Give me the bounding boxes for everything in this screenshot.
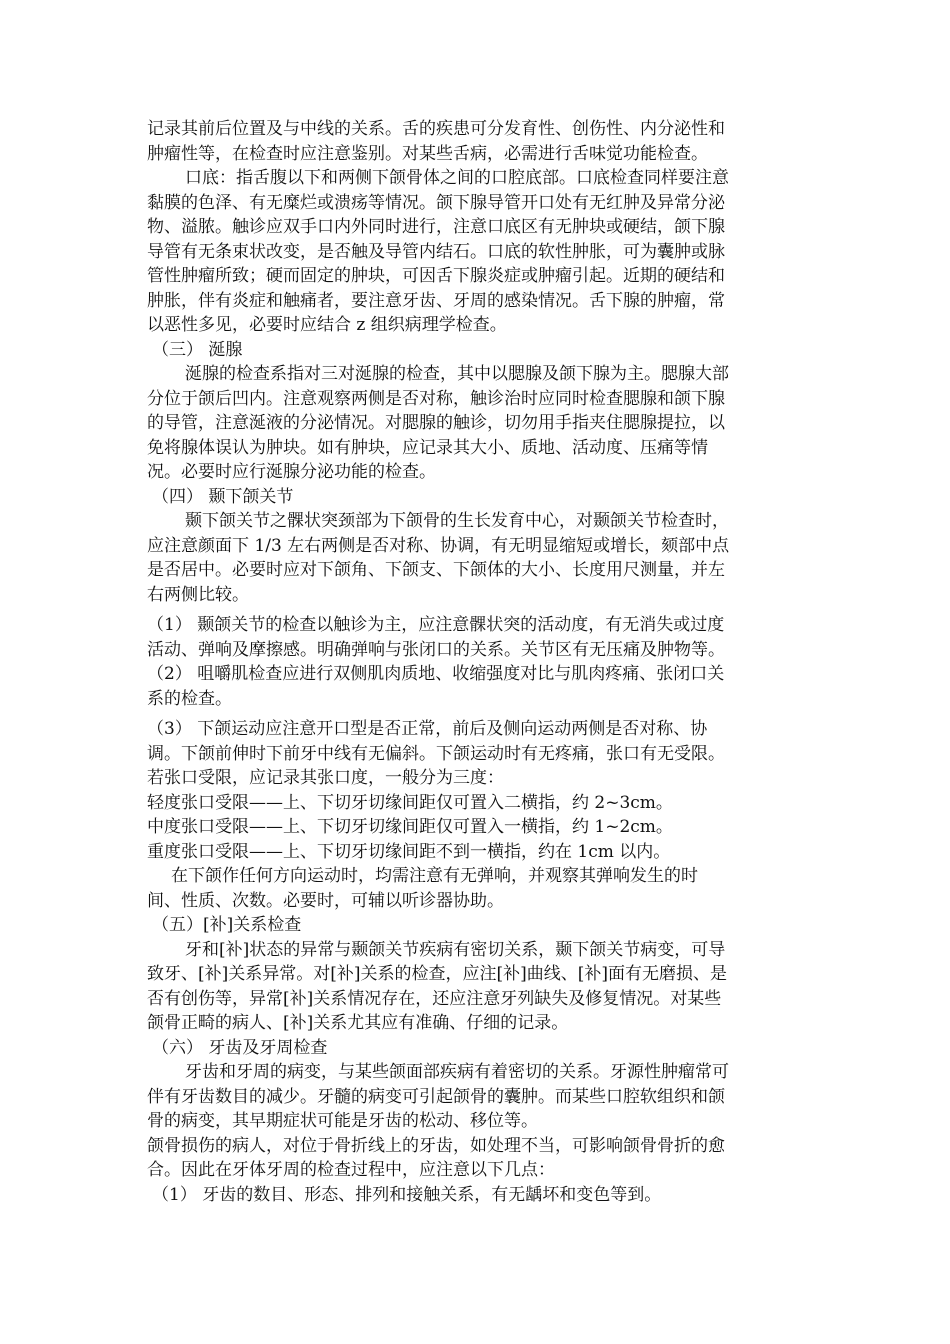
text-line: 重度张口受限——上、下切牙切缘间距不到一横指，约在 1cm 以内。 (147, 841, 671, 862)
text-line: 活动、弹响及摩擦感。明确弹响与张闭口的关系。关节区有无压痛及肿物等。 (147, 639, 725, 660)
paragraph-start: 颞下颌关节之髁状突颈部为下颌骨的生长发育中心，对颞颌关节检查时， (185, 511, 729, 531)
text-line: 骨的病变，其早期症状可能是牙齿的松动、移位等。 (147, 1111, 538, 1131)
section-heading: （六） 牙齿及牙周检查 (152, 1037, 328, 1058)
text-line: 系的检查。 (147, 688, 232, 709)
text-line: 肿瘤性等，在检查时应注意鉴别。对某些舌病，必需进行舌味觉功能检查。 (147, 143, 708, 164)
section-heading: （三） 涎腺 (152, 339, 243, 360)
text-line: 肿胀，伴有炎症和触痛者，要注意牙齿、牙周的感染情况。舌下腺的肿瘤，常 (147, 290, 725, 311)
text-line: 颌骨正畸的病人、[补]关系尤其应有准确、仔细的记录。 (147, 1013, 569, 1033)
text-line: 调。下颌前伸时下前牙中线有无偏斜。下颌运动时有无疼痛，张口有无受限。 (147, 743, 725, 764)
text-line: 以恶性多见，必要时应结合 z 组织病理学检查。 (147, 315, 507, 335)
text-line: 免将腺体误认为肿块。如有肿块，应记录其大小、质地、活动度、压痛等情 (147, 437, 708, 458)
paragraph-start: 涎腺的检查系指对三对涎腺的检查，其中以腮腺及颌下腺为主。腮腺大部 (185, 364, 729, 384)
paragraph-start: 在下颌作任何方向运动时，均需注意有无弹响，并观察其弹响发生的时 (171, 866, 698, 886)
text-line: 物、溢脓。触诊应双手口内外同时进行，注意口底区有无肿块或硬结，颌下腺 (147, 217, 725, 237)
list-item: （2） 咀嚼肌检查应进行双侧肌肉质地、收缩强度对比与肌肉疼痛、张闭口关 (147, 664, 725, 684)
text-line: 中度张口受限——上、下切牙切缘间距仅可置入一横指，约 1~2cm。 (147, 817, 673, 837)
text-line: 致牙、[补]关系异常。对[补]关系的检查，应注[补]曲线、[补]面有无磨损、是 (147, 964, 728, 984)
text-line: 右两侧比较。 (147, 584, 249, 605)
text-line: 记录其前后位置及与中线的关系。舌的疾患可分发育性、创伤性、内分泌性和 (147, 119, 725, 139)
list-item: （1） 颞颌关节的检查以触诊为主，应注意髁状突的活动度，有无消失或过度 (147, 615, 725, 635)
text-line: 应注意颜面下 1/3 左右两侧是否对称、协调，有无明显缩短或增长，颏部中点 (147, 535, 730, 556)
section-heading: （四） 颞下颌关节 (152, 486, 294, 507)
text-line: 管性肿瘤所致；硬而固定的肿块，可因舌下腺炎症或肿瘤引起。近期的硬结和 (147, 266, 725, 286)
list-item: （1） 牙齿的数目、形态、排列和接触关系，有无龋坏和变色等到。 (152, 1184, 662, 1205)
text-line: 轻度张口受限——上、下切牙切缘间距仅可置入二横指，约 2~3cm。 (147, 792, 673, 813)
text-line: 的导管，注意涎液的分泌情况。对腮腺的触诊，切勿用手指夹住腮腺提拉，以 (147, 413, 725, 433)
document-body (147, 117, 807, 1207)
text-line: 合。因此在牙体牙周的检查过程中，应注意以下几点： (147, 1160, 555, 1180)
paragraph-start: 口底：指舌腹以下和两侧下颌骨体之间的口腔底部。口底检查同样要注意 (185, 168, 729, 188)
paragraph-start: 牙和[补]状态的异常与颞颌关节疾病有密切关系，颞下颌关节病变，可导 (185, 939, 726, 960)
text-line: 导管有无条束状改变，是否触及导管内结石。口底的软性肿胀，可为囊肿或脉 (147, 241, 725, 262)
text-line: 分位于颌后凹内。注意观察两侧是否对称，触诊治时应同时检查腮腺和颌下腺 (147, 388, 725, 409)
list-item: （3） 下颌运动应注意开口型是否正常，前后及侧向运动两侧是否对称、协 (147, 719, 708, 739)
paragraph-start: 牙齿和牙周的病变，与某些颌面部疾病有着密切的关系。牙源性肿瘤常可 (185, 1062, 729, 1082)
text-line: 伴有牙齿数目的减少。牙髓的病变可引起颌骨的囊肿。而某些口腔软组织和颌 (147, 1086, 725, 1107)
text-line: 是否居中。必要时应对下颌角、下颌支、下颌体的大小、长度用尺测量，并左 (147, 560, 725, 580)
text-line: 黏膜的色泽、有无糜烂或溃疡等情况。颌下腺导管开口处有无红肿及异常分泌 (147, 192, 725, 213)
text-line: 况。必要时应行涎腺分泌功能的检查。 (147, 462, 436, 482)
text-line: 若张口受限，应记录其张口度，一般分为三度： (147, 768, 504, 788)
text-line: 间、性质、次数。必要时，可辅以听诊器协助。 (147, 890, 504, 911)
section-heading: （五）[补]关系检查 (152, 915, 302, 935)
text-line: 否有创伤等，异常[补]关系情况存在，还应注意牙列缺失及修复情况。对某些 (147, 988, 722, 1009)
text-line: 颌骨损伤的病人，对位于骨折线上的牙齿，如处理不当，可影响颌骨骨折的愈 (147, 1135, 725, 1156)
